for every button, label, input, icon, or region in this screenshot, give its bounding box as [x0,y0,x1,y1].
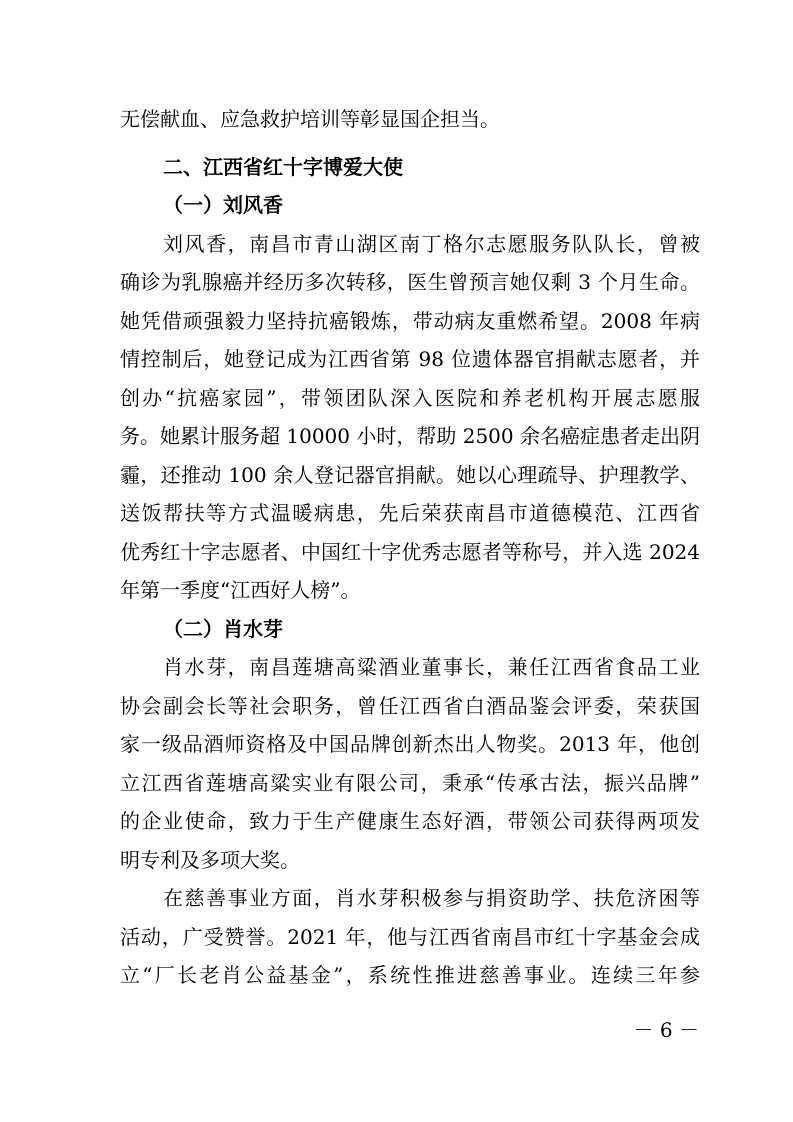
paragraph-line: 立江西省莲塘高粱实业有限公司，秉承“传承古法，振兴品牌” [120,771,700,795]
section-title: 二、江西省红十字博爱大使 [163,155,403,179]
paragraph-line: 的企业使命，致力于生产健康生态好酒，带领公司获得两项发 [120,809,700,833]
paragraph-line: 她凭借顽强毅力坚持抗癌锻炼，带动病友重燃希望。2008 年病 [120,309,700,333]
person-heading-liu: （一）刘风香 [163,193,283,217]
paragraph-line: 送饭帮扶等方式温暖病患，先后荣获南昌市道德模范、江西省 [120,501,700,525]
paragraph-line: 在慈善事业方面，肖水芽积极参与捐资助学、扶危济困等 [163,886,700,910]
page-number: － 6 － [633,1018,699,1042]
person-heading-xiao: （二）肖水芽 [163,617,283,641]
paragraph-line: 无偿献血、应急救护培训等彰显国企担当。 [120,107,500,131]
paragraph-line: 霾，还推动 100 余人登记器官捐献。她以心理疏导、护理教学、 [120,463,700,487]
paragraph-line: 确诊为乳腺癌并经历多次转移，医生曾预言她仅剩 3 个月生命。 [120,270,700,294]
paragraph-line: 肖水芽，南昌莲塘高粱酒业董事长，兼任江西省食品工业 [163,655,700,679]
paragraph-line: 家一级品酒师资格及中国品牌创新杰出人物奖。2013 年，他创 [120,732,700,756]
paragraph-line: 活动，广受赞誉。2021 年，他与江西省南昌市红十字基金会成 [120,925,700,949]
paragraph-line: 刘风香，南昌市青山湖区南丁格尔志愿服务队队长，曾被 [163,232,700,256]
paragraph-line: 协会副会长等社会职务，曾任江西省白酒品鉴会评委，荣获国 [120,694,700,718]
paragraph-line: 明专利及多项大奖。 [120,848,300,872]
paragraph-line: 情控制后，她登记成为江西省第 98 位遗体器官捐献志愿者，并 [120,347,700,371]
paragraph-line: 优秀红十字志愿者、中国红十字优秀志愿者等称号，并入选 2024 [120,540,700,564]
paragraph-line: 立“厂长老肖公益基金”，系统性推进慈善事业。连续三年参 [120,963,700,987]
paragraph-line: 务。她累计服务超 10000 小时，帮助 2500 余名癌症患者走出阴 [120,424,700,448]
paragraph-line: 创办“抗癌家园”，带领团队深入医院和养老机构开展志愿服 [120,386,700,410]
paragraph-line: 年第一季度“江西好人榜”。 [120,578,361,602]
